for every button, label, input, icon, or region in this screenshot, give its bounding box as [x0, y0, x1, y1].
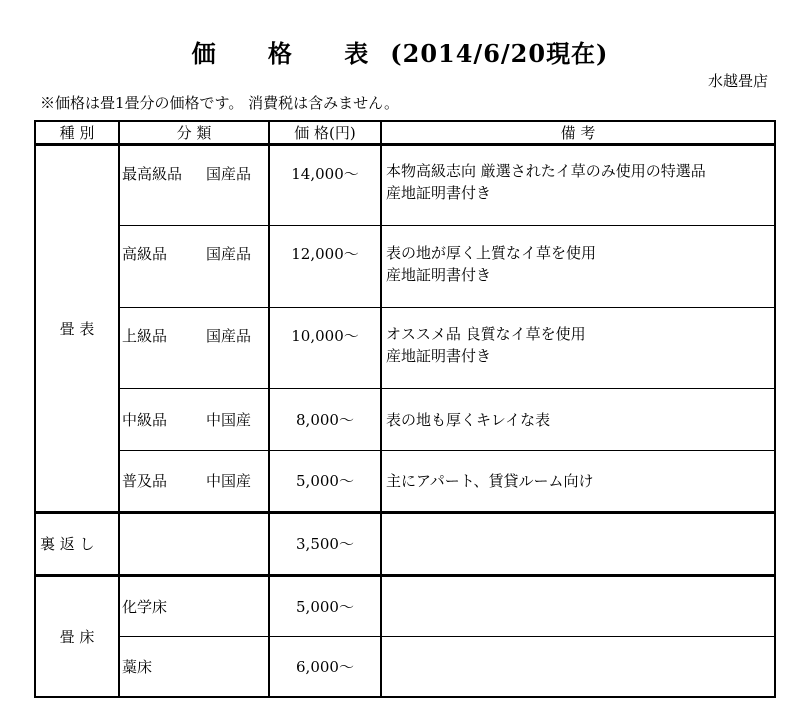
shop-name: 水越畳店: [707, 72, 768, 90]
col-divider: [380, 122, 382, 696]
remarks-line: 主にアパート、賃貸ルーム向け: [386, 472, 594, 490]
grade-cell: 中級品: [122, 410, 168, 429]
remarks-line: 本物高級志向 厳選されたイ草のみ使用の特選品: [386, 162, 706, 180]
remarks-line: 表の地が厚く上質なイ草を使用: [386, 244, 597, 262]
page-title: [0, 34, 800, 69]
price-cell: 5,000～: [296, 472, 354, 490]
origin-cell: 中国産: [206, 410, 252, 429]
origin-cell: 国産品: [206, 165, 252, 183]
remarks-line: 産地証明書付き: [386, 266, 492, 284]
remarks-cell: [386, 158, 772, 206]
remarks-cell: [386, 240, 772, 288]
remarks-line: 表の地も厚くキレイな表: [386, 410, 551, 429]
remarks-cell: [386, 321, 772, 369]
col-divider: [118, 122, 120, 696]
header-classification: 分 類: [176, 123, 212, 142]
title-date: (2014/6/20現在): [390, 39, 609, 68]
category-tatami-doko: 畳 床: [59, 627, 95, 646]
remarks-cell: [386, 389, 772, 450]
title-main: 価 格 表: [191, 39, 391, 68]
grade-cell: 化学床: [122, 597, 168, 616]
grade-cell: 高級品: [122, 245, 168, 263]
price-note: ※価格は畳1畳分の価格です。 消費税は含みません。: [40, 94, 400, 112]
header-category: 種 別: [59, 123, 95, 142]
origin-cell: 中国産: [206, 472, 252, 490]
price-cell: 3,500～: [296, 535, 354, 553]
price-cell: 5,000～: [296, 597, 354, 616]
price-cell: 10,000～: [291, 327, 359, 345]
remarks-cell: [386, 451, 772, 511]
header-remarks: 備 考: [560, 123, 596, 142]
group-divider: [36, 511, 774, 514]
remarks-line: オススメ品 良質なイ草を使用: [386, 325, 586, 343]
remarks-line: 産地証明書付き: [386, 347, 492, 365]
category-tatami-omote: 畳 表: [59, 319, 95, 338]
price-cell: 8,000～: [296, 410, 354, 429]
price-table: [34, 120, 776, 698]
category-uragaeshi: 裏 返 し: [40, 535, 95, 553]
price-cell: 12,000～: [291, 245, 359, 263]
price-cell: 14,000～: [291, 165, 359, 183]
origin-cell: 国産品: [206, 245, 252, 263]
remarks-line: 産地証明書付き: [386, 184, 492, 202]
grade-cell: 藁床: [122, 657, 153, 676]
grade-cell: 最高級品: [122, 165, 183, 183]
grade-cell: 普及品: [122, 472, 168, 490]
header-price: 価 格(円): [294, 123, 356, 142]
price-cell: 6,000～: [296, 657, 354, 676]
origin-cell: 国産品: [206, 327, 252, 345]
grade-cell: 上級品: [122, 327, 168, 345]
